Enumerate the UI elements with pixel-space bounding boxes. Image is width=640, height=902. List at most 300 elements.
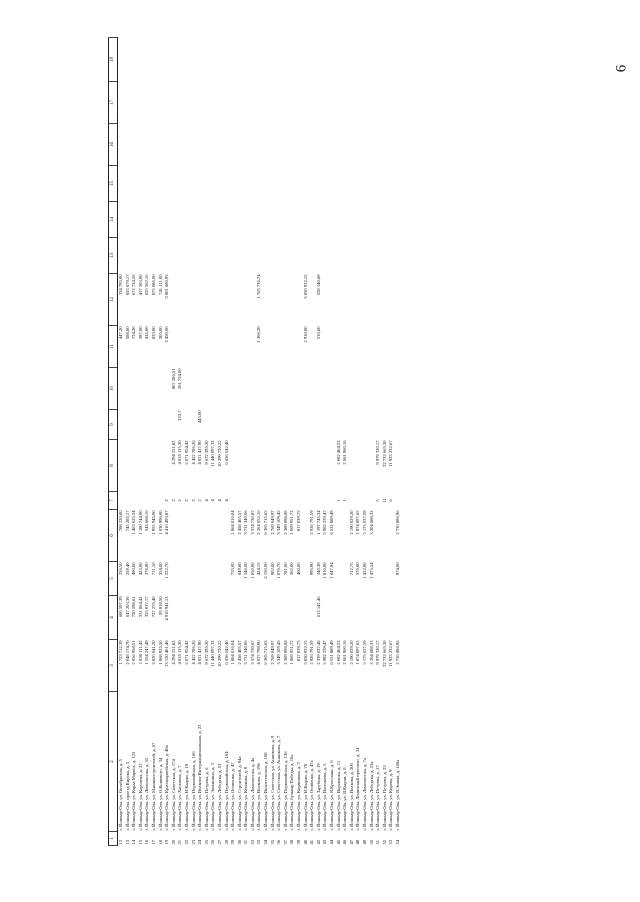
table-row (217, 38, 224, 846)
table-cell (250, 202, 257, 238)
table-cell (151, 440, 158, 492)
table-cell (210, 596, 217, 640)
table-cell (329, 410, 336, 440)
table-cell: 2 910,00 (302, 326, 308, 343)
address-cell: г. Йошкар-Ола, ул. Лебедева, д. 53а (368, 761, 374, 831)
table-cell (309, 492, 316, 510)
table-cell (171, 510, 178, 562)
table-cell: 42 (315, 839, 321, 845)
table-cell: 1 (342, 499, 348, 502)
table-cell (151, 410, 158, 440)
table-cell (204, 510, 211, 562)
address-cell: г. Йошкар-Ола, ул. Вознесенская, д. 108 (263, 752, 269, 831)
table-row (237, 38, 244, 846)
table-cell (217, 202, 224, 238)
table-cell: 781,00 (282, 562, 288, 576)
table-cell (283, 202, 290, 238)
table-cell (388, 510, 395, 562)
table-cell (224, 166, 231, 202)
table-cell: 47 (348, 839, 354, 845)
table-cell (125, 238, 132, 274)
table-cell (151, 166, 158, 202)
table-cell (296, 82, 303, 124)
table-cell (151, 202, 158, 238)
table-cell: 231 864,42 (137, 596, 143, 618)
table-cell: 5 071 954,42 (183, 640, 189, 665)
table-cell (375, 562, 382, 596)
table-cell (230, 202, 237, 238)
table-cell (375, 368, 382, 410)
table-cell (164, 368, 171, 410)
table-cell (322, 38, 329, 82)
table-cell (369, 82, 376, 124)
table-cell (191, 202, 198, 238)
table-cell (158, 410, 165, 440)
table-row (303, 38, 310, 846)
table-cell (237, 440, 244, 492)
table-cell (125, 202, 132, 238)
table-cell (250, 38, 257, 82)
table-cell: 53 (388, 839, 394, 845)
table-cell (382, 410, 389, 440)
table-cell: 11 (381, 498, 387, 503)
table-cell: 817 039,75 (296, 510, 302, 532)
table-cell (191, 368, 198, 410)
table-cell (177, 326, 184, 368)
table-cell (224, 326, 231, 368)
address-cell: г. Йошкар-Ола, ул. Лебедева, д. 53 (216, 763, 222, 831)
table-cell (276, 410, 283, 440)
table-row (283, 38, 290, 846)
table-cell: 1 874 897,65 (355, 640, 361, 665)
table-cell: 2 082 464,53 (335, 640, 341, 665)
table-cell: 35 (269, 839, 275, 845)
table-cell (184, 510, 191, 562)
table-cell (316, 82, 323, 124)
table-cell (395, 202, 402, 238)
table-cell (276, 440, 283, 492)
table-cell: 4 410 493,87 (164, 510, 170, 535)
table-cell (131, 202, 138, 238)
table-cell (131, 38, 138, 82)
table-cell (362, 202, 369, 238)
table-cell (276, 238, 283, 274)
table-cell (125, 368, 132, 410)
table-cell (349, 440, 356, 492)
table-cell: 3 820 041,20 (150, 640, 156, 665)
table-cell (375, 510, 382, 562)
table-cell: 30 (236, 839, 242, 845)
table-cell (144, 440, 151, 492)
table-cell (118, 440, 125, 492)
table-cell: 6 531 889,49 (329, 640, 334, 665)
table-cell (329, 274, 336, 326)
table-cell (276, 274, 283, 326)
table-cell (204, 166, 211, 202)
table-cell (276, 368, 283, 410)
table-cell: 41 (309, 839, 315, 845)
address-cell: г. Йошкар-Ола, ул. Хасанова, д. 7 (177, 765, 183, 831)
table-cell: 902,00 (269, 562, 275, 576)
table-row (382, 38, 389, 846)
table-cell (118, 82, 125, 124)
table-cell (276, 82, 283, 124)
table-cell: 2 856 958,51 (131, 640, 137, 665)
table-cell: 2 736 886,96 (394, 510, 400, 535)
table-cell (303, 166, 310, 202)
table-cell (303, 238, 310, 274)
table-cell (375, 596, 382, 640)
table-cell (382, 596, 389, 640)
table-cell: 3 450,00 (164, 326, 170, 343)
address-cell: г. Йошкар-Ola, ул. Я.Кырли, д. 8 (342, 767, 348, 831)
table-cell (210, 510, 217, 562)
table-cell (191, 562, 198, 596)
table-cell: 10 299 720,22 (216, 440, 222, 467)
table-cell (184, 596, 191, 640)
table-cell (256, 238, 263, 274)
table-cell (144, 124, 151, 166)
table-cell (388, 124, 395, 166)
table-cell (151, 82, 158, 124)
table-cell (184, 38, 191, 82)
table-cell (158, 124, 165, 166)
table-cell (138, 238, 145, 274)
table-cell (270, 368, 277, 410)
table-cell (355, 202, 362, 238)
table-cell (224, 82, 231, 124)
table-cell (256, 166, 263, 202)
table-cell: 54 (394, 839, 400, 845)
table-cell (355, 82, 362, 124)
table-cell: 23 (190, 839, 196, 845)
table-cell (375, 326, 382, 368)
table-cell (316, 202, 323, 238)
table-cell: 323,7 (177, 410, 183, 421)
table-cell: 647 203,36 (124, 596, 130, 618)
table-cell (322, 596, 329, 640)
table-cell: 2 458 405,57 (236, 510, 242, 535)
table-cell (217, 326, 224, 368)
table-cell (329, 596, 336, 640)
table-cell (250, 326, 257, 368)
table-cell: 11 923 232,67 (388, 440, 394, 467)
table-cell: 43 (322, 839, 328, 845)
table-cell (177, 596, 184, 640)
table-cell: 19 (164, 839, 170, 845)
table-cell (309, 38, 316, 82)
table-cell (349, 410, 356, 440)
table-cell (375, 238, 382, 274)
table-cell (184, 326, 191, 368)
table-cell (158, 492, 165, 510)
table-cell (355, 274, 362, 326)
table-row (388, 38, 395, 846)
table-cell: 1 422,00 (361, 562, 367, 579)
table-cell (210, 202, 217, 238)
address-cell: г. Йошкар-Ола, ул. Эшкинина, д. 3 (210, 763, 216, 831)
table-cell (197, 274, 204, 326)
table-cell (270, 124, 277, 166)
table-cell (336, 38, 343, 82)
table-cell (125, 124, 132, 166)
table-cell: 741 111,00 (157, 274, 163, 295)
table-cell (250, 166, 257, 202)
table-cell (164, 124, 171, 166)
table-cell (263, 492, 270, 510)
table-cell (395, 124, 402, 166)
table-cell (131, 82, 138, 124)
table-cell: 334 795,00 (118, 274, 123, 296)
table-cell (362, 410, 369, 440)
table-cell: 9 672 395,20 (203, 640, 209, 665)
table-cell (230, 124, 237, 166)
table-cell (270, 238, 277, 274)
header-row (109, 38, 118, 846)
column-header-1: 1 (109, 832, 118, 846)
table-cell (177, 562, 184, 596)
table-row (316, 38, 323, 846)
table-cell (276, 202, 283, 238)
table-cell (204, 82, 211, 124)
table-cell (217, 596, 224, 640)
table-cell (270, 202, 277, 238)
table-cell (177, 38, 184, 82)
table-cell: 1 030 996,00 (157, 510, 163, 535)
table-cell (388, 82, 395, 124)
table-cell (191, 410, 198, 440)
table-cell (138, 202, 145, 238)
table-cell: 613 141,46 (315, 596, 321, 618)
table-cell (283, 492, 290, 510)
table-cell (217, 510, 224, 562)
table-cell (263, 124, 270, 166)
table-cell: 4 (210, 499, 216, 502)
table-cell (362, 596, 369, 640)
table-cell: 6 656 542,40 (223, 440, 229, 465)
table-cell: 1 554 247,49 (144, 640, 150, 665)
table-cell: 2 769 049,97 (269, 640, 275, 665)
table-cell: 2 264 052,16 (256, 510, 262, 535)
table-cell (342, 82, 349, 124)
table-cell (276, 38, 283, 82)
table-cell (283, 166, 290, 202)
table-cell (349, 326, 356, 368)
table-cell: 447,20 (118, 326, 123, 340)
table-cell (369, 202, 376, 238)
table-cell (395, 238, 402, 274)
table-cell: 11 923 232,67 (388, 640, 394, 667)
column-header-11: 11 (109, 326, 118, 368)
table-cell (283, 38, 290, 82)
table-cell: 4 035 115,30 (177, 440, 183, 465)
table-cell (250, 596, 257, 640)
address-cell: г. Йошкар-Ола, ул. Ломоносова, д. 7а (361, 757, 367, 831)
table-cell: 34 (263, 839, 269, 845)
table-cell (197, 124, 204, 166)
address-cell: г. Йошкар-Ола, ул. Советская, д. 174 (170, 759, 176, 831)
table-cell (191, 238, 198, 274)
table-cell (164, 238, 171, 274)
column-header-12: 12 (109, 274, 118, 326)
table-cell: 1 864 016,04 (230, 510, 236, 535)
address-cell: г. Йошкар-Ола, бульвар Победы, д. 10а (289, 754, 295, 831)
table-cell (322, 492, 329, 510)
table-cell: 12 (118, 839, 123, 845)
table-cell: 655 679,17 (124, 274, 130, 296)
table-cell: 5 175 037,59 (361, 640, 367, 665)
table-cell (243, 440, 250, 492)
table-cell (329, 326, 336, 368)
table-cell (237, 202, 244, 238)
table-cell: 40 (302, 839, 308, 845)
table-cell (256, 410, 263, 440)
table-cell: 37 (282, 839, 288, 845)
table-cell: 974,00 (394, 562, 400, 576)
table-cell: 46 (342, 839, 348, 845)
table-cell (151, 38, 158, 82)
table-cell (355, 368, 362, 410)
table-cell: 1 069 951,72 (289, 640, 295, 665)
table-cell (296, 238, 303, 274)
table-cell (204, 38, 211, 82)
table-row (329, 38, 336, 846)
table-cell (158, 166, 165, 202)
table-cell (237, 238, 244, 274)
table-cell: 2 (170, 499, 176, 502)
table-cell: 4 821 417,90 (197, 640, 203, 665)
table-cell: 39 (296, 839, 302, 845)
table-cell (256, 124, 263, 166)
table-cell: 528 140,68 (315, 274, 321, 296)
address-cell: г. Йошкар-Ола, ул. Строителей, д. 94а (236, 756, 242, 831)
table-row (151, 38, 158, 846)
table-cell: 720 598,61 (131, 596, 137, 618)
table-cell (263, 166, 270, 202)
table-cell (171, 124, 178, 166)
table-cell (395, 326, 402, 368)
table-cell (118, 368, 125, 410)
table-cell (303, 410, 310, 440)
table-cell (382, 202, 389, 238)
table-cell (250, 274, 257, 326)
table-cell (217, 124, 224, 166)
table-cell: 600 597,39 (118, 596, 123, 618)
table-cell (177, 124, 184, 166)
table-cell (230, 326, 237, 368)
table-cell (322, 166, 329, 202)
table-cell (289, 274, 296, 326)
table-cell (395, 596, 402, 640)
table-cell (349, 202, 356, 238)
table-cell: 9 672 395,20 (203, 440, 209, 465)
table-cell (283, 368, 290, 410)
table-cell: 2 061 960,16 (342, 440, 348, 465)
table-cell (164, 202, 171, 238)
table-cell (151, 492, 158, 510)
table-cell (131, 124, 138, 166)
table-cell (388, 202, 395, 238)
table-cell (342, 410, 349, 440)
address-cell: г. Йошкар-Ола, ул. Волкова, д. 196 (256, 763, 262, 831)
table-cell: 2 926 791,59 (309, 640, 315, 665)
column-header-4: 4 (109, 596, 118, 640)
table-row (138, 38, 145, 846)
data-table (108, 37, 402, 846)
table-cell: 362,00 (289, 562, 295, 576)
table-cell (322, 440, 329, 492)
table-cell (250, 440, 257, 492)
table-cell (171, 274, 178, 326)
table-cell (382, 368, 389, 410)
table-cell (362, 166, 369, 202)
table-row (322, 38, 329, 846)
table-cell (322, 410, 329, 440)
table-cell: 13 (124, 839, 130, 845)
column-header-16: 16 (109, 124, 118, 166)
table-cell: 305,00 (157, 326, 163, 340)
table-cell (349, 124, 356, 166)
table-cell (256, 202, 263, 238)
table-cell (224, 510, 231, 562)
table-cell (316, 166, 323, 202)
table-cell: 14 (131, 839, 137, 845)
table-cell (250, 368, 257, 410)
table-cell: 1 076,70 (276, 562, 282, 579)
address-cell: г. Йошкар-Ола, ул. Петрова, д. 6 (203, 767, 209, 831)
table-cell: 2 339 027,48 (315, 640, 321, 665)
table-cell (118, 124, 125, 166)
table-cell (177, 82, 184, 124)
table-cell (204, 124, 211, 166)
table-row (256, 38, 263, 846)
table-cell (388, 274, 395, 326)
table-cell (309, 368, 316, 410)
table-cell (349, 166, 356, 202)
address-cell: г. Йошкар-Ола, ул. Советская, ул. Анникова, д. 9 (269, 735, 275, 831)
table-cell: 1 475,54 (368, 562, 374, 579)
table-cell (263, 326, 270, 368)
table-cell: 417 503,00 (137, 274, 143, 296)
table-row (144, 38, 151, 846)
table-cell: 415,00 (144, 326, 150, 340)
table-cell (336, 202, 343, 238)
address-cell: г. Йошкар-Ола, ул. Октябрьская, д. 5 (118, 759, 123, 831)
table-cell (375, 410, 382, 440)
table-cell: 755,00 (230, 562, 236, 576)
table-cell (144, 82, 151, 124)
address-cell: г. Йошкар-Ола, ул. Кирпичная, д. 3 (296, 762, 302, 831)
address-cell: г. Йошкар-Ола, ул. Васильева, д. 5 (322, 763, 328, 831)
table-cell: 1 069 951,72 (289, 510, 295, 535)
table-cell: 32 (249, 839, 255, 845)
table-cell: 423,00 (137, 562, 143, 576)
table-cell (316, 368, 323, 410)
table-cell: 4 (223, 499, 229, 502)
table-cell (230, 238, 237, 274)
table-cell: 2 048 174,70 (124, 640, 130, 665)
table-cell (256, 440, 263, 492)
table-cell (250, 124, 257, 166)
table-row (164, 38, 171, 846)
table-cell: 543 668,16 (144, 510, 150, 532)
address-cell: г. Йошкар-Ола, ул. Волкова-Интернациональная, д. 23 (197, 724, 203, 831)
table-cell (289, 202, 296, 238)
table-cell (191, 124, 198, 166)
table-cell (191, 510, 198, 562)
table-cell (336, 596, 343, 640)
table-cell (289, 410, 296, 440)
